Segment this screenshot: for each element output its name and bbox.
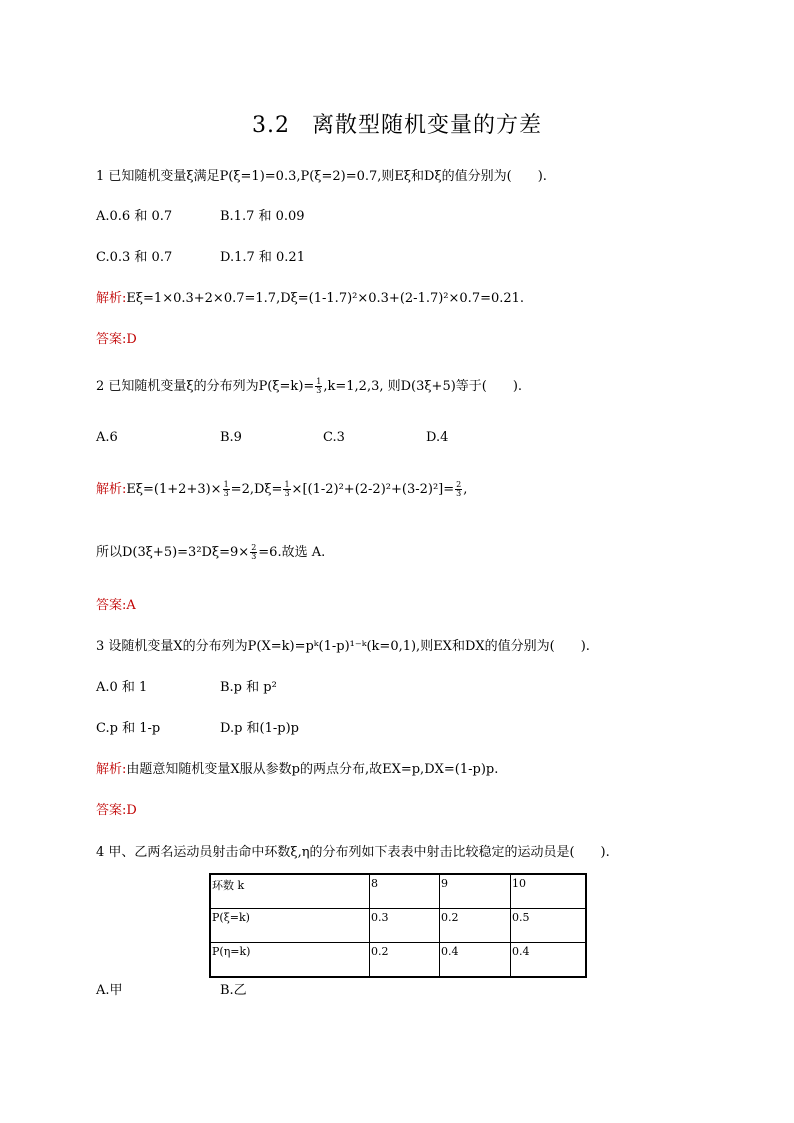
q2-answer: 答案:A bbox=[96, 598, 136, 613]
q3-analysis bbox=[96, 758, 498, 777]
distribution-table bbox=[209, 873, 587, 978]
page-title bbox=[0, 108, 794, 139]
table-cell: 10 bbox=[511, 874, 587, 909]
table-cell: 0.4 bbox=[511, 943, 587, 978]
q2-stem-part-a: 2 已知随机变量ξ的分布列为P(ξ=k)= bbox=[96, 379, 315, 394]
q3-option-d: D.p 和(1-p)p bbox=[220, 721, 299, 736]
q3-option-a: A.0 和 1 bbox=[96, 680, 148, 695]
q2-option-c: C.3 bbox=[323, 430, 345, 445]
q2-analysis-part-c: ×[(1-2)²+(2-2)²+(3-2)²]= bbox=[291, 482, 455, 497]
q3-option-b: B.p 和 p² bbox=[220, 680, 277, 695]
q2-conclusion bbox=[96, 541, 325, 561]
table-row bbox=[210, 909, 586, 943]
q4-option-b: B.乙 bbox=[220, 983, 247, 998]
table-cell: 0.2 bbox=[440, 909, 511, 943]
table-cell: 0.3 bbox=[370, 909, 440, 943]
q2-conclusion-part-a: 所以D(3ξ+5)=3²Dξ=9× bbox=[96, 545, 250, 560]
q2-analysis-part-b: =2,Dξ= bbox=[230, 482, 283, 497]
table-row bbox=[210, 874, 586, 909]
fraction: $\frac{2}{3}$ bbox=[456, 480, 462, 498]
q1-option-c: C.0.3 和 0.7 bbox=[96, 250, 173, 265]
section-title: 离散型随机变量的方差 bbox=[311, 113, 542, 138]
q1-stem: 1 已知随机变量ξ满足P(ξ=1)=0.3,P(ξ=2)=0.7,则Eξ和Dξ的值分别为( ). bbox=[96, 169, 547, 184]
q2-option-a: A.6 bbox=[96, 430, 118, 445]
analysis-label: 解析: bbox=[96, 762, 127, 777]
table-cell: 0.5 bbox=[511, 909, 587, 943]
q4-stem: 4 甲、乙两名运动员射击命中环数ξ,η的分布列如下表表中射击比较稳定的运动员是( ). bbox=[96, 845, 610, 860]
q1-option-d: D.1.7 和 0.21 bbox=[220, 250, 305, 265]
table-cell: 环数 k bbox=[210, 874, 370, 909]
q2-option-d: D.4 bbox=[426, 430, 449, 445]
fraction: $\frac{1}{3}$ bbox=[316, 377, 322, 395]
q2-stem-part-b: ,k=1,2,3, 则D(3ξ+5)等于( ). bbox=[323, 379, 523, 394]
q1-option-b: B.1.7 和 0.09 bbox=[220, 209, 305, 224]
q2-analysis-part-a: Eξ=(1+2+3)× bbox=[126, 482, 222, 497]
fraction: $\frac{1}{3}$ bbox=[223, 480, 229, 498]
table-cell: 0.4 bbox=[440, 943, 511, 978]
analysis-label: 解析: bbox=[96, 482, 127, 497]
fraction: $\frac{1}{3}$ bbox=[284, 480, 290, 498]
section-number: 3.2 bbox=[251, 113, 290, 138]
fraction: $\frac{2}{3}$ bbox=[251, 543, 257, 561]
table-row bbox=[210, 943, 586, 978]
table-cell: P(ξ=k) bbox=[210, 909, 370, 943]
q3-answer: 答案:D bbox=[96, 803, 137, 818]
q1-option-a: A.0.6 和 0.7 bbox=[96, 209, 173, 224]
q2-analysis-part-d: , bbox=[463, 482, 468, 497]
q1-analysis bbox=[96, 287, 524, 306]
q3-stem: 3 设随机变量X的分布列为P(X=k)=pᵏ(1-p)¹⁻ᵏ(k=0,1),则EX和DX的值分别为( ). bbox=[96, 639, 590, 654]
q2-conclusion-part-b: =6.故选 A. bbox=[258, 545, 326, 560]
table-cell: P(η=k) bbox=[210, 943, 370, 978]
q2-stem bbox=[96, 375, 522, 395]
table-cell: 0.2 bbox=[370, 943, 440, 978]
q2-analysis bbox=[96, 478, 467, 498]
table-cell: 8 bbox=[370, 874, 440, 909]
analysis-label: 解析: bbox=[96, 291, 127, 306]
table-cell: 9 bbox=[440, 874, 511, 909]
q4-option-a: A.甲 bbox=[96, 983, 123, 998]
q3-option-c: C.p 和 1-p bbox=[96, 721, 161, 736]
q1-answer: 答案:D bbox=[96, 332, 137, 347]
q3-analysis-text: 由题意知随机变量X服从参数p的两点分布,故EX=p,DX=(1-p)p. bbox=[126, 762, 499, 777]
q2-option-b: B.9 bbox=[220, 430, 242, 445]
q1-analysis-text: Eξ=1×0.3+2×0.7=1.7,Dξ=(1-1.7)²×0.3+(2-1.7)²×0.7=0.21. bbox=[126, 291, 525, 306]
